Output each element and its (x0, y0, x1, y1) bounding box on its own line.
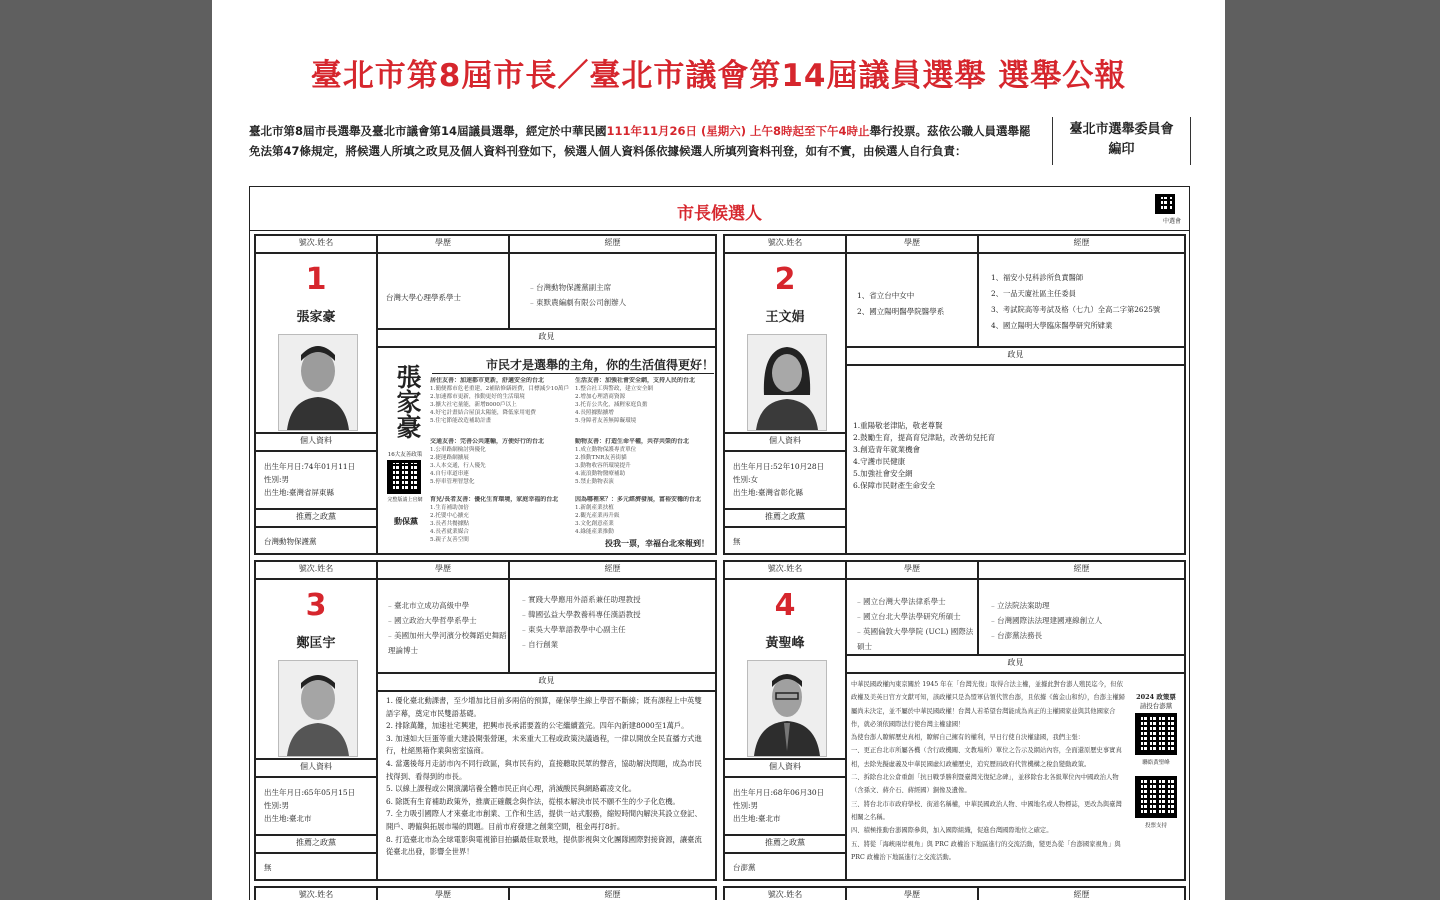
leaflet-block-line: 1.整合社工與警政，建立安全網 (575, 386, 654, 392)
header-experience: 經歷 (509, 887, 716, 900)
leaflet-block-line: 2.觀光產業再升級 (575, 513, 620, 519)
experience-item: 4、國立陽明大學臨床醫學研究所肄業 (991, 321, 1113, 330)
leaflet-block (575, 377, 713, 435)
policy-item: 4. 當選後每月走訪市內不同行政區，與市民有約，直接聽取民眾的聲音，協助解決問題，成為市民找得到、看得到的市長。 (386, 758, 702, 781)
sidebar-caption: 聯絡黃聖峰 (1142, 760, 1170, 766)
education-item: 1、省立台中女中 (857, 291, 915, 300)
candidate-name: 王文娟 (765, 310, 805, 325)
birthplace: 出生地:臺灣省屏東縣 (264, 488, 335, 497)
header-policy: 政見 (377, 673, 716, 691)
gender: 性別:男 (733, 801, 759, 810)
policy-item: 6. 除既有生育補助政策外，推廣正確觀念與作法，從根本解決市民不願不生的少子化危機。 (386, 796, 680, 806)
leaflet-vertical-name: 張家豪 (393, 364, 422, 439)
birthplace: 出生地:臺灣省彰化縣 (733, 488, 804, 497)
policy-item: 7. 全力吸引國際人才來臺北市創業、工作和生活，提供一站式服務，縮短時間內解決其設立登記、開戶、聘僱與拓展市場的問題。目前市府發建之創業空間，租金再打8折。 (386, 809, 702, 831)
experience-item: – 自行創業 (522, 637, 715, 652)
experience-item: 2、一品天廈社區主任委員 (991, 289, 1076, 298)
header-education: 學歷 (377, 235, 509, 253)
education-cell (846, 579, 978, 655)
header-personal-info: 個人資料 (724, 433, 846, 451)
header-experience: 經歷 (509, 561, 716, 579)
header-party: 推薦之政黨 (724, 509, 846, 527)
intro-paragraph (249, 121, 1039, 161)
experience-item: 3、考試院高等考試及格（七九）全高二字第2625號 (991, 305, 1161, 314)
experience-item: 1、福安小兒科診所負責醫師 (991, 273, 1084, 282)
education-cell (377, 253, 509, 329)
header-education: 學歷 (846, 235, 978, 253)
candidate-number: 2 (774, 262, 796, 297)
leaflet-block-head: 動物友善：打造生命平權，共存共榮的台北 (575, 438, 690, 445)
experience-cell (978, 579, 1185, 655)
experience-item: – 立法院法案助理 (991, 598, 1184, 613)
policy-paragraph: 中華民國政權內東京關於 1945 年在「台灣光復」取得合法主權，並據此對台澎人殖民迄今，但依政權及美英日官方文獻可知，該政權只是為盟軍佔領代管台澎，且依據《舊金山和約》，台澎主權歸屬尚未決定，並不屬於中華民國政權！台灣人若希望台灣能成為真正的主權國家並與其他國家合作，就必須依國際法行使台灣主權建國！ (851, 681, 1125, 728)
experience-item: – 台灣國際法法理建國連線創立人 (991, 613, 1184, 628)
party-cell: 台澎黨 (724, 853, 846, 880)
header-experience: 經歷 (978, 235, 1185, 253)
policy-item: 1.重陽敬老津貼，敬老尊賢 (853, 421, 943, 430)
birth-date: 出生年月日:74年01月11日 (264, 462, 356, 471)
education-cell (846, 253, 978, 347)
policy-paragraph: 三、將台北市市政府學校、街道名稱權，中華民國政治人物、中國地名或人物標誌，更改為與臺灣相關之名稱。 (851, 800, 1122, 821)
experience-item: – 台澎黨法務長 (991, 628, 1184, 643)
header-number-name: 號次.姓名 (255, 887, 377, 900)
header-education: 學歷 (846, 561, 978, 579)
gender: 性別:女 (733, 475, 759, 484)
candidate-number: 3 (305, 588, 327, 623)
leaflet-block-line: 5.停車管理智慧化 (430, 479, 475, 485)
candidate-card-2 (723, 234, 1186, 555)
leaflet-block-line: 2.推動TNR友善街貓 (575, 455, 627, 461)
leaflet-block-head: 交通友善：完善公共運輸，方便好行的台北 (430, 438, 545, 445)
header-party: 推薦之政黨 (255, 509, 377, 527)
party-cell: 台灣動物保護黨 (255, 527, 377, 554)
leaflet-block-line: 3.人本交通，行人優先 (430, 463, 486, 469)
leaflet-block-line: 5.禁止動物表演 (575, 479, 614, 485)
leaflet-block-line: 1.新創產業扶植 (575, 505, 614, 511)
leaflet-block-line: 2.加速都市更新，推動更好的生活環境 (430, 394, 525, 400)
candidate-card-3 (254, 560, 717, 881)
candidate-photo (278, 334, 358, 431)
policy-paragraph: 一、更正台北市所屬各機（含行政機關、文教場所）單位之告示及網站內容，全面還原歷史事實真相，去除先擬虛義及中華民國虛幻政權歷史，追究歷屆政府代管機構之稅負變動政策。 (851, 747, 1122, 768)
policy-paragraph: 四、積極推動台澎國際參與，加入國際組織，促進台灣國際地位之確定。 (851, 827, 1053, 835)
header-experience: 經歷 (978, 887, 1185, 900)
section-title: 市長候選人 (677, 204, 762, 224)
leaflet-block-line: 5.住宅節能改造補助計畫 (430, 418, 492, 424)
policy-item: 1. 優化臺北動課書，至少增加比目前多兩倍的預算，確保學生線上學習不斷線；既有課程上中英雙語字幕，奠定市民雙語基礎。 (386, 696, 702, 718)
header-number-name: 號次.姓名 (724, 561, 846, 579)
policy-item: 5.加強社會安全網 (853, 469, 913, 478)
header-party: 推薦之政黨 (255, 835, 377, 853)
birth-date: 出生年月日:68年06月30日 (733, 788, 825, 797)
birth-date: 出生年月日:52年10月28日 (733, 462, 825, 471)
header-experience: 經歷 (978, 561, 1185, 579)
leaflet-block-line: 4.綠能產業推動 (575, 529, 614, 535)
policy-item: 3. 加速如大巨蛋等重大建設開張營運，未來重大工程或政策決議過程，一律以開放全民直播方式進行，杜絕黑箱作業與密室協商。 (386, 733, 702, 756)
policy-item: 3.創造青年就業機會 (853, 445, 921, 454)
candidate-photo (747, 334, 827, 431)
leaflet-block (430, 377, 572, 435)
gender: 性別:男 (264, 801, 290, 810)
policy-leaflet (377, 347, 716, 554)
education-item: – 臺北市立成功高級中學 (388, 598, 508, 613)
experience-cell (509, 253, 716, 329)
policy-paragraph: 二、拆除台北公倉重創「抗日戰爭勝利暨臺灣光復紀念碑」，並移除台北各級單位內中國政治人物（含孫文、蔣介石、蔣經國）銅像及遺像。 (851, 774, 1119, 795)
experience-cell (978, 253, 1185, 347)
education-cell (377, 579, 509, 673)
leaflet-qr-caption: 完整版請上官網 (387, 497, 423, 503)
birthplace: 出生地:臺北市 (264, 814, 312, 823)
publisher-name: 臺北市選舉委員會 (1069, 122, 1174, 137)
leaflet-block (430, 438, 572, 494)
candidate-photo (747, 660, 827, 757)
policy-text (851, 678, 1125, 878)
leaflet-qr-icon[interactable] (387, 460, 421, 494)
gender: 性別:男 (264, 475, 290, 484)
header-policy: 政見 (846, 347, 1185, 365)
candidate-card-5-partial (254, 886, 717, 900)
leaflet-divider (432, 373, 714, 374)
policy-paragraph: 五、將從「海峽兩岸視角」與 PRC 政權治下地區進行的交流活動，變更為從「台澎國家視角」與 PRC 政權治下地區進行之交流活動。 (851, 840, 1121, 861)
qr-label: 中選會 (1162, 218, 1181, 225)
header-number-name: 號次.姓名 (255, 235, 377, 253)
bulletin-page (212, 0, 1225, 900)
policy-qr-icon[interactable] (1135, 713, 1177, 755)
party-cell: 無 (724, 527, 846, 554)
personal-info-cell (255, 777, 377, 835)
birthplace: 出生地:臺北市 (733, 814, 781, 823)
leaflet-block-line: 3.擴大社宅量能，新增8000戶以上 (430, 402, 517, 408)
intro-text-1: 臺北市第8屆市長選舉及臺北市議會第14屆議員選舉，經定於中華民國 (249, 124, 607, 138)
leaflet-block-head: 因為哪裡來？：多元經濟發展，富裕安穩的台北 (575, 496, 702, 503)
leaflet-block-line: 3.動物收容所環境提升 (575, 463, 631, 469)
leaflet-block-line: 4.長照據點擴增 (575, 410, 614, 416)
education-item: – 美國加州大學河濱分校舞蹈史舞蹈理論博士 (388, 628, 508, 658)
sidebar-caption: 2024 政策票 (1136, 693, 1176, 701)
policy-cell (377, 691, 716, 880)
candidate-identity (724, 253, 846, 433)
header-policy: 政見 (377, 329, 716, 347)
leaflet-block-head: 居住友善：加速都市更新，舒適安全的台北 (430, 377, 545, 384)
leaflet-block-line: 2.捷運路網擴展 (430, 455, 469, 461)
header-number-name: 號次.姓名 (724, 887, 846, 900)
education-item: 2、國立陽明醫學院醫學系 (857, 307, 945, 316)
policy-cell (846, 365, 1185, 554)
qr-code-icon[interactable] (1155, 194, 1175, 214)
leaflet-slogan: 市民才是選舉的主角，你的生活值得更好！ (485, 358, 714, 372)
policy-item: 8. 打造臺北市為全球電影與電視節目拍攝最佳取景地，提供影視與文化團隊國際對接資源，讓臺流從臺北出發，影響全世界！ (386, 834, 702, 857)
leaflet-block-line: 2.托嬰中心擴充 (430, 513, 469, 519)
header-personal-info: 個人資料 (255, 433, 377, 451)
personal-info-cell (255, 451, 377, 509)
header-policy: 政見 (846, 655, 1185, 673)
intro-text-2: 舉行投票。茲依公職人員選舉罷免法第47條規定，將候選人所填之政見及個人資料刊登如下，候選人個人資料係依據候選人所填列資料刊登，如有不實，由候選人自行負責： (249, 124, 1031, 158)
policy-item: 2.鼓勵生育，提高育兒津貼，改善幼兒托育 (853, 433, 996, 442)
mayor-section (249, 186, 1190, 900)
experience-item: – 東默農編劇有限公司創辦人 (530, 295, 715, 310)
header-experience: 經歷 (509, 235, 716, 253)
candidate-name: 鄭匡宇 (296, 636, 336, 651)
leaflet-block-line: 4.流浪動物醫療補助 (575, 471, 626, 477)
education-item: – 國立台灣大學法律系學士 (857, 594, 977, 609)
sidebar-caption: 請投台澎黨 (1139, 702, 1173, 710)
candidate-name: 黃聖峰 (765, 636, 805, 651)
education-item: – 國立政治大學哲學系學士 (388, 613, 508, 628)
leaflet-block-line: 4.好宅計畫結合屋頂太陽能，降低家用電費 (430, 410, 537, 416)
policy-paragraph: 為使台澎人瞭解歷史真相，瞭解自己擁有的權利，早日行使自決權建國，我們主張： (851, 734, 1084, 742)
candidate-photo (278, 660, 358, 757)
candidate-number: 1 (305, 262, 327, 297)
header-party: 推薦之政黨 (724, 835, 846, 853)
leaflet-block-line: 2.增加心理諮商資源 (575, 394, 626, 400)
leaflet-footer: 投我一票，幸福台北來報到！ (605, 538, 709, 548)
candidate-card-4 (723, 560, 1186, 881)
policy-sidebar (1129, 692, 1183, 829)
leaflet-block-line: 4.自行車道串連 (430, 471, 469, 477)
policy-cell (846, 673, 1185, 880)
bulletin-title: 臺北市第8屆市長／臺北市議會第14屆議員選舉 選舉公報 (310, 58, 1127, 94)
leaflet-block-line: 4.長者就業媒合 (430, 529, 469, 535)
candidate-identity (724, 579, 846, 759)
leaflet-block-line: 3.長者共餐據點 (430, 521, 469, 527)
personal-info-cell (724, 451, 846, 509)
policy-item: 6.保障市民財產生命安全 (853, 481, 936, 490)
leaflet-block-line: 1.公車路網檢討與優化 (430, 447, 486, 453)
experience-item: – 東吳大學華語教學中心副主任 (522, 622, 715, 637)
party-cell: 無 (255, 853, 377, 880)
publisher-box (1052, 117, 1191, 165)
leaflet-block-line: 1.簡便都市危老重建，2補貼修繕經費，目標減少10萬戶 (430, 386, 570, 392)
publisher-role: 編印 (1108, 142, 1135, 157)
experience-item: – 台灣動物保護黨副主席 (530, 280, 715, 295)
policy-item: 2. 排除萬難，加速社宅興建，把興市長承諾要蓋的公宅繼續蓋完。四年內新建8000至1萬戶。 (386, 721, 689, 731)
leaflet-block (575, 438, 713, 494)
header-number-name: 號次.姓名 (724, 235, 846, 253)
policy-qr-icon[interactable] (1135, 776, 1177, 818)
policy-item: 5. 以線上課程或公開演講培養全體市民正向心理，消滅酸民與網路霸凌文化。 (386, 784, 637, 794)
leaflet-block-line: 3.文化創意產業 (575, 521, 614, 527)
candidate-card-1 (254, 234, 717, 555)
personal-info-cell (724, 777, 846, 835)
candidate-name: 張家豪 (296, 310, 336, 325)
candidate-identity (255, 253, 377, 433)
experience-item: – 實踐大學應用外語系兼任助理教授 (522, 592, 715, 607)
leaflet-block-line: 5.親子友善空間 (430, 537, 469, 543)
experience-item: – 韓國弘益大學教養科專任漢語教授 (522, 607, 715, 622)
intro-date: 111年11月26日 (星期六) 上午8時起至下午4時止 (606, 124, 870, 138)
section-header (250, 187, 1189, 231)
header-education: 學歷 (377, 887, 509, 900)
header-personal-info: 個人資料 (255, 759, 377, 777)
leaflet-block-line: 3.托育公共化，減輕家庭負擔 (575, 402, 648, 408)
sidebar-caption: 投票支持 (1144, 823, 1167, 829)
education-item: – 國立台北大學法學研究所碩士 (857, 609, 977, 624)
education-item: 台灣大學心理學系學士 (386, 293, 461, 302)
leaflet-block-head: 育兒/長者友善：優化生育環境，家庭幸福的台北 (430, 496, 559, 503)
policy-item: 4.守護市民健康 (853, 457, 906, 466)
candidate-identity (255, 579, 377, 759)
party-mark: 動保黨 (394, 516, 418, 526)
candidate-number: 4 (774, 588, 796, 623)
birth-date: 出生年月日:65年05月15日 (264, 788, 356, 797)
header-personal-info: 個人資料 (724, 759, 846, 777)
header-education: 學歷 (846, 887, 978, 900)
leaflet-block-line: 1.生育補助加倍 (430, 505, 469, 511)
candidate-card-6-partial (723, 886, 1186, 900)
leaflet-block (430, 496, 572, 546)
leaflet-block-line: 5.身障者友善無障礙環境 (575, 418, 637, 424)
header-number-name: 號次.姓名 (255, 561, 377, 579)
leaflet-side-label: 16大友善政策 (387, 452, 423, 458)
leaflet-block-head: 生活友善：加強社會安全網，支持人民的台北 (575, 377, 696, 384)
experience-cell (509, 579, 716, 673)
education-item: – 英國倫敦大學學院 (UCL) 國際法碩士 (857, 624, 977, 654)
leaflet-block (575, 496, 713, 538)
header-education: 學歷 (377, 561, 509, 579)
leaflet-block-line: 1.成立動物保護專責單位 (575, 447, 637, 453)
